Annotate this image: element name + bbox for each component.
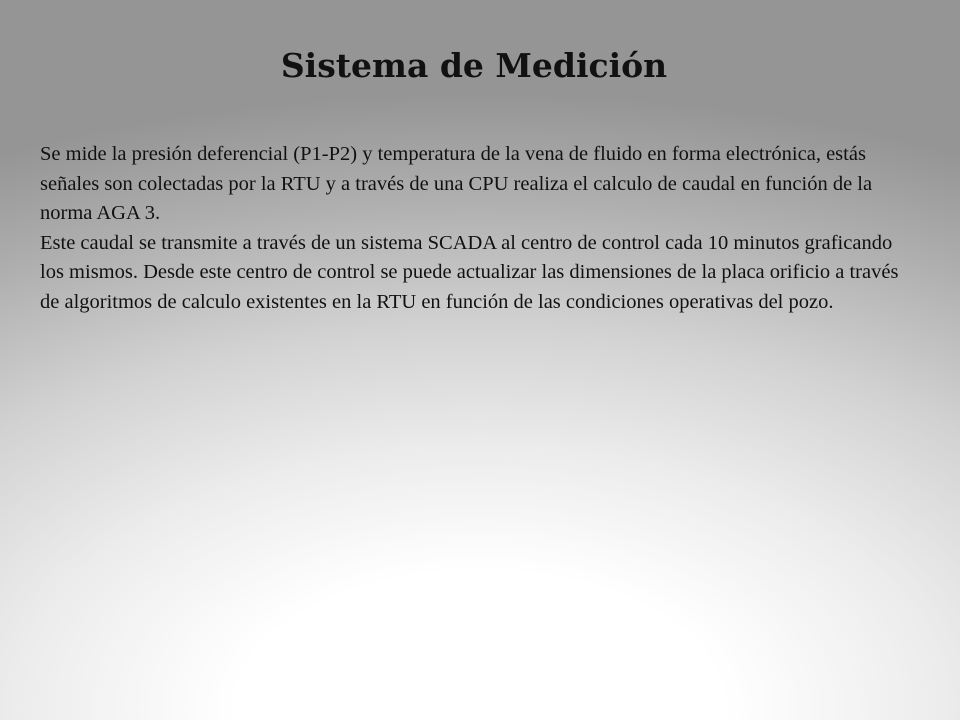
- body-paragraph: Este caudal se transmite a través de un sistema SCADA al centro de control cada 10 minutos graficando los mismos. Desde este centro de control se puede actualizar las dimensiones de la placa orificio a través de algoritmos de calculo existentes en la RTU en función de las condiciones operativas del pozo.: [40, 231, 899, 313]
- slide-body: [40, 140, 910, 317]
- body-paragraph: Se mide la presión deferencial (P1-P2) y temperatura de la vena de fluido en forma electrónica, estás señales son colectadas por la RTU y a través de una CPU realiza el calculo de caudal en función de la norma AGA 3.: [40, 143, 873, 224]
- slide-title: Sistema de Medición: [280, 46, 668, 85]
